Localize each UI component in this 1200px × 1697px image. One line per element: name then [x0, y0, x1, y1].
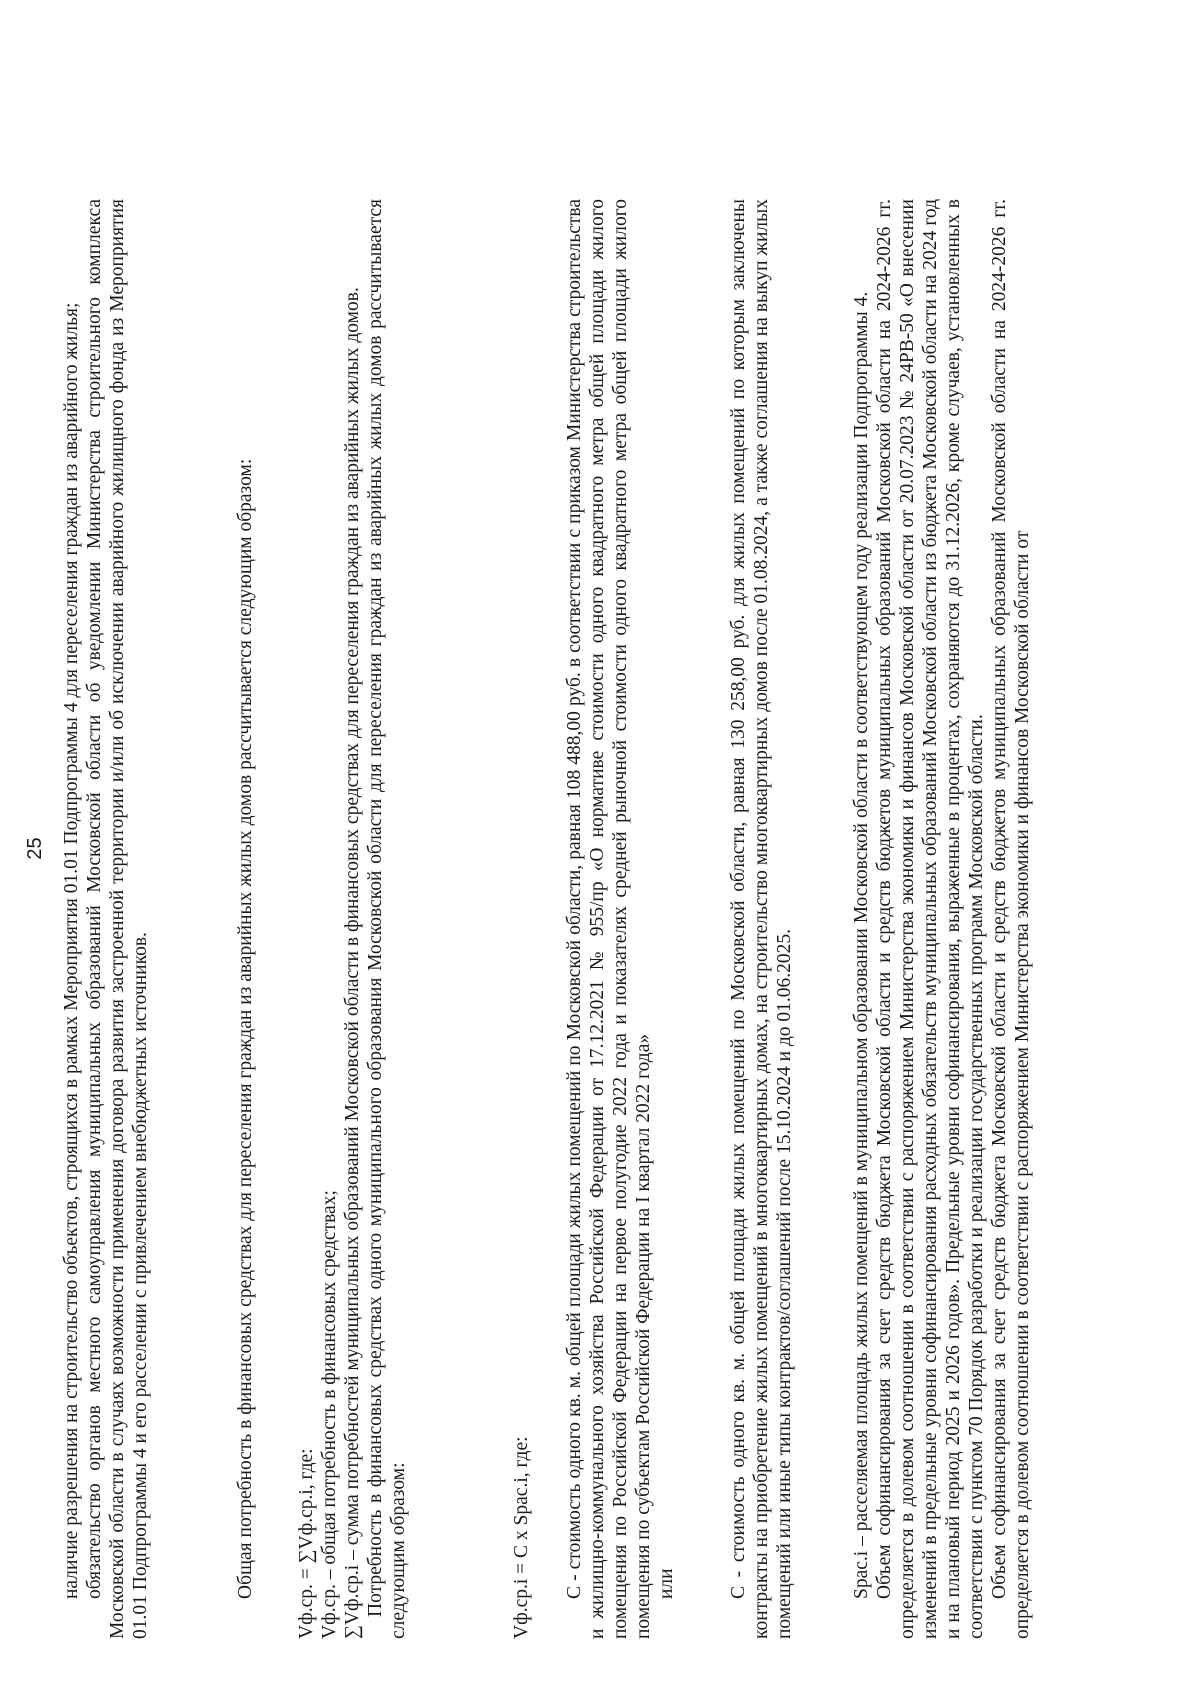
formula-municipal-block	[510, 199, 533, 1639]
cost-definition-2022	[563, 199, 678, 1639]
formula-definition: Vф.ср. – общая потребность в финансовых средствах;	[319, 1190, 340, 1639]
page-number: 25	[24, 837, 46, 860]
cofinancing-paragraphs	[850, 199, 1034, 1639]
paragraph: Общая потребность в финансовых средствах для переселения граждан из аварийных жилых домов рассчитывается следующим образом:	[235, 458, 256, 1599]
paragraph: наличие разрешения на строительство объектов, строящихся в рамках Мероприятия 01.01 Подпрограммы 4 для переселения граждан из аварийного жилья;	[61, 302, 82, 1599]
formula-definition: ∑Vф.ср.i – сумма потребностей муниципальных образований Московской области в финансовых средствах для переселения граждан из аварийных жилых домов.	[342, 287, 363, 1639]
paragraph: Объем софинансирования за счет средств бюджета Московской области и средств бюджетов муниципальных образований Московской области на 2024-2026 гг. определяется в долевом соотношении в соответствии с распоряжением Министерства экономики и финансов Московской области от 20.07.2023 № 24РВ-50 «О внесении изменений в предельные уровни софинансирования расходных обязательств муниципальных образований Московской области из бюджета Московской области на 2024 год и на плановый период 2025 и 2026 годов». Предельные уровни софинансирования, выраженные в процентах, сохраняются до 31.12.2026, кроме случаев, установленных в соответствии с пунктом 70 Порядок разработки и реализации государственных программ Московской области.	[874, 199, 987, 1639]
paragraph: С - стоимость одного кв. м. общей площади жилых помещений по Московской области, равная 108 488,00 руб. в соответствии с приказом Министерства строительства и жилищно-коммунального хозяйства Российской Федерации от 17.12.2021 № 955/пр «О нормативе стоимости одного квадратного метра общей площади жилого помещения по Российской Федерации на первое полугодие 2022 года и показателях средней рыночной стоимости одного квадратного метра общей площади жилого помещения по субъектам Российской Федерации на I квартал 2022 года»	[564, 199, 654, 1639]
formula-municipal: Vф.ср.i = С x Sрас.i, где:	[511, 1436, 532, 1639]
paragraph: С - стоимость одного кв. м. общей площади жилых помещений по Московской области, равная 130 258,00 руб. для жилых помещений по которым заключены контракты на приобретение жилых помещений в многоквартирных домах, на строительство многоквартирных домов после 01.08.2024, а также соглашения на выкуп жилых помещений или иные типы контрактов/соглашений после 15.10.2024 и до 01.06.2025.	[728, 199, 795, 1639]
cost-definition-2024	[727, 199, 796, 1639]
formula-total: Vф.ср. = ∑Vф.ср.i, где:	[296, 1448, 317, 1639]
paragraph: Потребность в финансовых средствах одного муниципального образования Московской области для переселения граждан из аварийных жилых домов рассчитывается следующим образом:	[365, 199, 409, 1639]
paragraph-or: или	[656, 1568, 677, 1599]
paragraph: Объем софинансирования за счет средств бюджета Московской области и средств бюджетов муниципальных образований Московской области на 2024-2026 гг. определяется в долевом соотношении в соответствии с распоряжением Министерства экономики и финансов Московской области от	[989, 199, 1033, 1639]
total-need-intro	[234, 199, 257, 1639]
paragraph: Sрас.i – расселяемая площадь жилых помещений в муниципальном образовании Московской области в соответствующем году реализации Подпрограммы 4.	[851, 291, 872, 1599]
requirements-paragraphs	[60, 199, 152, 1639]
paragraph: обязательство органов местного самоуправления муниципальных образований Московской области об уведомлении Министерства строительного комплекса Московской области в случаях возможности применения договора развития застроенной территории и/или об исключении аварийного жилищного фонда из Мероприятия 01.01 Подпрограммы 4 и его расселении с привлечением внебюджетных источников.	[84, 199, 151, 1639]
formula-total-block	[295, 199, 410, 1639]
